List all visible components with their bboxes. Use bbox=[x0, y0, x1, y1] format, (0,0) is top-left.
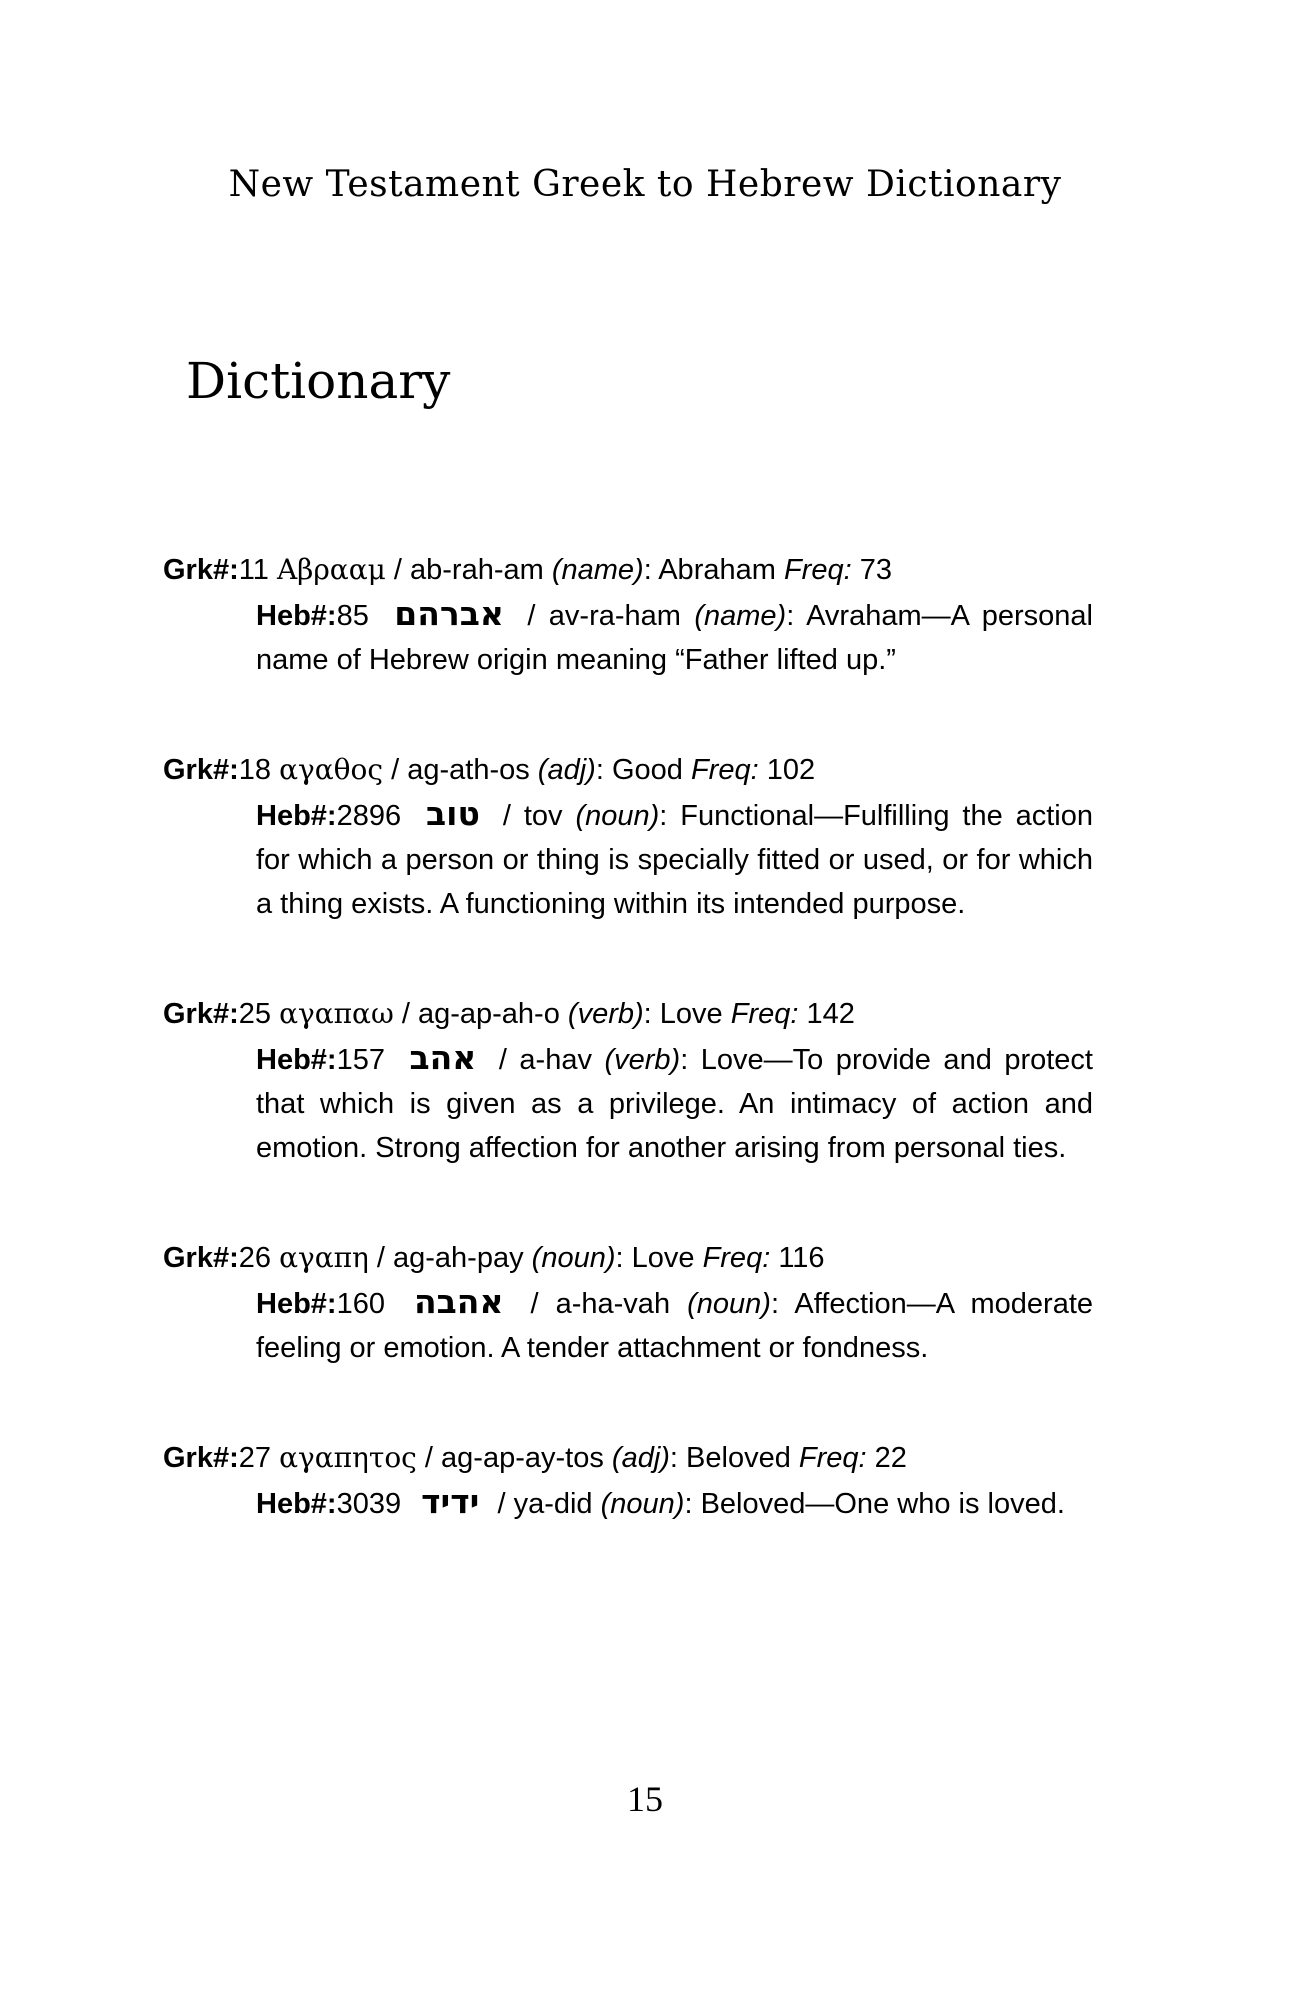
grk-number: 11 bbox=[238, 554, 269, 586]
grk-transliteration: ag-ath-os bbox=[407, 754, 530, 786]
dictionary-entry bbox=[163, 1436, 1093, 1526]
greek-word: Αβρααμ bbox=[276, 553, 386, 586]
grk-transliteration: ag-ah-pay bbox=[393, 1242, 524, 1274]
heb-label: Heb#: bbox=[256, 1044, 337, 1076]
freq-label: Freq: bbox=[783, 554, 852, 586]
heb-part-of-speech: (verb) bbox=[604, 1044, 681, 1076]
running-header: New Testament Greek to Hebrew Dictionary bbox=[228, 164, 1062, 205]
grk-transliteration: ag-ap-ay-tos bbox=[441, 1442, 604, 1474]
heb-definition: Love—To provide and protect that which is given as a privilege. An intimacy of action and emotion. Strong affection for another arising from personal ties. bbox=[256, 1044, 1093, 1164]
grk-label: Grk#: bbox=[163, 998, 239, 1030]
frequency: 142 bbox=[806, 998, 855, 1030]
grk-part-of-speech: (name) bbox=[551, 554, 644, 586]
frequency: 102 bbox=[766, 754, 816, 786]
grk-part-of-speech: (noun) bbox=[531, 1242, 616, 1274]
freq-label: Freq: bbox=[798, 1442, 867, 1474]
heb-number: 157 bbox=[336, 1044, 385, 1076]
heb-definition: Avraham—A personal name of Hebrew origin meaning “Father lifted up.” bbox=[256, 600, 1094, 676]
hebrew-word: אהבה bbox=[414, 1282, 504, 1321]
heb-definition: Functional—Fulfilling the action for which a person or thing is specially fitted or used, or for which a thing exists. A functioning within its intended purpose. bbox=[256, 800, 1094, 920]
hebrew-word: אהב bbox=[409, 1038, 477, 1077]
frequency: 73 bbox=[859, 554, 892, 586]
greek-word: αγαπητος bbox=[279, 1441, 417, 1474]
dictionary-entry bbox=[163, 548, 1093, 682]
dictionary-entry bbox=[163, 1236, 1093, 1370]
heb-part-of-speech: (noun) bbox=[575, 800, 660, 832]
grk-gloss: Love bbox=[659, 998, 723, 1030]
grk-label: Grk#: bbox=[163, 554, 239, 586]
greek-word: αγαπη bbox=[279, 1241, 369, 1274]
dictionary-entries bbox=[163, 548, 1093, 1592]
heb-number: 2896 bbox=[336, 800, 402, 832]
freq-label: Freq: bbox=[702, 1242, 771, 1274]
page-number: 15 bbox=[627, 1779, 663, 1819]
greek-word: αγαθος bbox=[279, 753, 384, 786]
hebrew-word: ידיד bbox=[421, 1482, 480, 1521]
grk-number: 27 bbox=[238, 1442, 272, 1474]
heb-transliteration: a-ha-vah bbox=[555, 1288, 671, 1320]
greek-line: Grk#:25 αγαπαω / ag-ap-ah-o (verb): Love Freq: 142 bbox=[163, 997, 855, 1030]
frequency: 22 bbox=[874, 1442, 907, 1474]
freq-label: Freq: bbox=[690, 754, 759, 786]
grk-number: 25 bbox=[238, 998, 272, 1030]
grk-number: 26 bbox=[238, 1242, 272, 1274]
heb-definition: Affection—A moderate feeling or emotion. A tender attachment or fondness. bbox=[256, 1288, 1094, 1364]
heb-transliteration: ya-did bbox=[513, 1488, 593, 1520]
greek-word: αγαπαω bbox=[279, 997, 394, 1030]
hebrew-block: Heb#:3039 ידיד / ya-did (noun): Beloved—One who is loved. bbox=[256, 1482, 1065, 1521]
grk-number: 18 bbox=[238, 754, 272, 786]
heb-label: Heb#: bbox=[256, 1288, 337, 1320]
grk-part-of-speech: (verb) bbox=[567, 998, 644, 1030]
heb-transliteration: a-hav bbox=[519, 1044, 592, 1076]
greek-line: Grk#:27 αγαπητος / ag-ap-ay-tos (adj): Beloved Freq: 22 bbox=[163, 1441, 907, 1474]
heb-part-of-speech: (noun) bbox=[687, 1288, 771, 1320]
grk-part-of-speech: (adj) bbox=[537, 754, 596, 786]
heb-label: Heb#: bbox=[256, 800, 337, 832]
heb-transliteration: tov bbox=[523, 800, 563, 832]
section-title: Dictionary bbox=[186, 352, 451, 410]
grk-transliteration: ab-rah-am bbox=[410, 554, 544, 586]
heb-part-of-speech: (noun) bbox=[600, 1488, 685, 1520]
hebrew-word: אברהם bbox=[394, 594, 504, 633]
hebrew-block: Heb#:2896 טוב / tov (noun): Functional—Fulfilling the action for which a person or thing is specially fitted or used, or for which a thing exists. A functioning within its intended purpose. bbox=[256, 794, 1094, 920]
grk-gloss: Good bbox=[611, 754, 683, 786]
dictionary-entry bbox=[163, 748, 1093, 926]
hebrew-block: Heb#:85 אברהם / av-ra-ham (name): Avraham—A personal name of Hebrew origin meaning “Father lifted up.” bbox=[256, 594, 1094, 676]
grk-gloss: Beloved bbox=[686, 1442, 791, 1474]
grk-gloss: Abraham bbox=[658, 554, 776, 586]
hebrew-word: טוב bbox=[426, 794, 480, 833]
grk-label: Grk#: bbox=[163, 754, 239, 786]
heb-label: Heb#: bbox=[256, 1488, 337, 1520]
greek-line: Grk#:18 αγαθος / ag-ath-os (adj): Good Freq: 102 bbox=[163, 753, 816, 786]
greek-line: Grk#:26 αγαπη / ag-ah-pay (noun): Love Freq: 116 bbox=[163, 1241, 825, 1274]
heb-number: 3039 bbox=[336, 1488, 402, 1520]
grk-gloss: Love bbox=[631, 1242, 695, 1274]
hebrew-block: Heb#:160 אהבה / a-ha-vah (noun): Affection—A moderate feeling or emotion. A tender attachment or fondness. bbox=[256, 1282, 1094, 1364]
grk-label: Grk#: bbox=[163, 1242, 239, 1274]
heb-number: 85 bbox=[336, 600, 369, 632]
grk-label: Grk#: bbox=[163, 1442, 239, 1474]
greek-line: Grk#:11 Αβρααμ / ab-rah-am (name): Abraham Freq: 73 bbox=[163, 553, 892, 586]
heb-number: 160 bbox=[336, 1288, 385, 1320]
hebrew-block: Heb#:157 אהב / a-hav (verb): Love—To provide and protect that which is given as a privilege. An intimacy of action and emotion. Strong affection for another arising from personal ties. bbox=[256, 1038, 1093, 1164]
heb-definition: Beloved—One who is loved. bbox=[700, 1488, 1065, 1520]
frequency: 116 bbox=[778, 1242, 825, 1274]
grk-part-of-speech: (adj) bbox=[611, 1442, 670, 1474]
heb-label: Heb#: bbox=[256, 600, 337, 632]
grk-transliteration: ag-ap-ah-o bbox=[417, 998, 560, 1030]
dictionary-entry bbox=[163, 992, 1093, 1170]
freq-label: Freq: bbox=[730, 998, 799, 1030]
heb-part-of-speech: (name) bbox=[694, 600, 787, 632]
heb-transliteration: av-ra-ham bbox=[548, 600, 681, 632]
